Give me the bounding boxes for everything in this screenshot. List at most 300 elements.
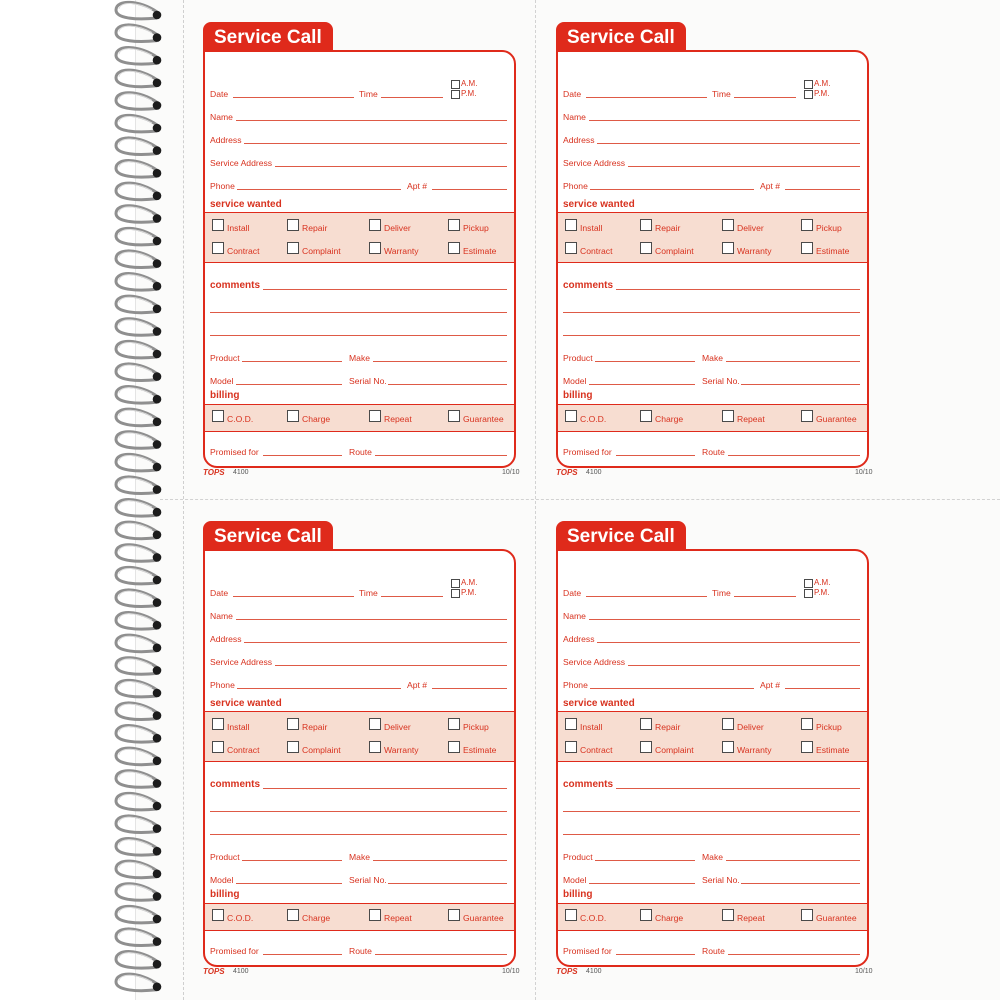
binding-hole [153, 824, 162, 833]
comments-line-1[interactable] [263, 788, 507, 789]
service-address-field[interactable] [628, 166, 860, 167]
binding-hole [153, 418, 162, 427]
pm-label: P.M. [814, 588, 830, 597]
address-label: Address [563, 135, 595, 145]
binding-hole [153, 485, 162, 494]
contract-checkbox[interactable] [212, 242, 224, 254]
serial-field[interactable] [388, 883, 507, 884]
route-label: Route [702, 946, 725, 956]
phone-field[interactable] [590, 189, 754, 190]
serial-field[interactable] [388, 384, 507, 385]
guarantee-checkbox[interactable] [801, 410, 813, 422]
form-body [556, 549, 869, 967]
form-bottom-left [203, 521, 538, 1001]
apt-field[interactable] [785, 688, 860, 689]
phone-field[interactable] [237, 189, 401, 190]
deliver-label: Deliver [384, 722, 411, 732]
make-label: Make [702, 353, 724, 363]
cod-label: C.O.D. [580, 414, 607, 424]
binding-hole [153, 56, 162, 65]
guarantee-label: Guarantee [463, 414, 504, 424]
route-field[interactable] [728, 954, 860, 955]
guarantee-label: Guarantee [463, 913, 504, 923]
name-field[interactable] [236, 619, 507, 620]
name-field[interactable] [236, 120, 507, 121]
warranty-checkbox[interactable] [722, 242, 734, 254]
warranty-label: Warranty [737, 745, 772, 755]
deliver-checkbox[interactable] [722, 219, 734, 231]
charge-label: Charge [302, 414, 331, 424]
repeat-checkbox[interactable] [722, 410, 734, 422]
binding-hole [153, 463, 162, 472]
install-checkbox[interactable] [565, 718, 577, 730]
pickup-checkbox[interactable] [801, 219, 813, 231]
address-field[interactable] [244, 143, 507, 144]
warranty-checkbox[interactable] [369, 242, 381, 254]
warranty-label: Warranty [384, 246, 419, 256]
cod-label: C.O.D. [227, 913, 254, 923]
install-label: Install [227, 223, 250, 233]
complaint-checkbox[interactable] [640, 741, 652, 753]
comments-label: comments [210, 779, 261, 790]
estimate-label: Estimate [816, 246, 850, 256]
address-label: Address [210, 135, 242, 145]
binding-hole [153, 508, 162, 517]
apt-field[interactable] [432, 688, 507, 689]
tops-logo: TOPS [556, 967, 578, 976]
name-field[interactable] [589, 619, 860, 620]
binding-hole [153, 350, 162, 359]
address-label: Address [563, 634, 595, 644]
repair-label: Repair [655, 223, 681, 233]
model-field[interactable] [236, 384, 342, 385]
promised-for-label: Promised for [210, 447, 259, 457]
guarantee-label: Guarantee [816, 913, 857, 923]
warranty-label: Warranty [737, 246, 772, 256]
pm-checkbox[interactable] [804, 589, 813, 598]
comments-line-2[interactable] [563, 312, 860, 313]
pm-label: P.M. [814, 89, 830, 98]
name-label: Name [210, 112, 233, 122]
am-checkbox[interactable] [451, 80, 460, 89]
deliver-checkbox[interactable] [369, 219, 381, 231]
binding-hole [153, 282, 162, 291]
service-wanted-label: service wanted [563, 698, 635, 709]
guarantee-checkbox[interactable] [448, 909, 460, 921]
comments-line-3[interactable] [563, 834, 860, 835]
binding-hole [153, 576, 162, 585]
form-revision: 10/10 [502, 469, 520, 476]
am-checkbox[interactable] [804, 80, 813, 89]
date-label: Date [563, 588, 582, 598]
service-address-label: Service Address [563, 657, 626, 667]
form-revision: 10/10 [855, 968, 873, 975]
pickup-label: Pickup [816, 722, 842, 732]
form-number: 4100 [586, 469, 602, 476]
binding-hole [153, 440, 162, 449]
repair-checkbox[interactable] [640, 219, 652, 231]
comments-line-2[interactable] [210, 811, 507, 812]
binding-hole [153, 802, 162, 811]
contract-label: Contract [580, 246, 613, 256]
product-label: Product [563, 353, 593, 363]
form-body [556, 50, 869, 468]
pickup-label: Pickup [463, 722, 489, 732]
repair-checkbox[interactable] [287, 219, 299, 231]
am-label: A.M. [461, 578, 478, 587]
binding-hole [153, 101, 162, 110]
apt-field[interactable] [432, 189, 507, 190]
am-checkbox[interactable] [804, 579, 813, 588]
route-field[interactable] [375, 455, 507, 456]
service-wanted-label: service wanted [563, 199, 635, 210]
binding-hole [153, 79, 162, 88]
form-bottom-right [556, 521, 891, 1001]
model-label: Model [210, 376, 234, 386]
form-top-right [556, 22, 891, 502]
pm-checkbox[interactable] [804, 90, 813, 99]
guarantee-label: Guarantee [816, 414, 857, 424]
name-field[interactable] [589, 120, 860, 121]
binding-hole [153, 237, 162, 246]
deliver-label: Deliver [737, 722, 764, 732]
address-label: Address [210, 634, 242, 644]
estimate-checkbox[interactable] [801, 242, 813, 254]
pickup-label: Pickup [816, 223, 842, 233]
binding-hole [153, 689, 162, 698]
repeat-label: Repeat [737, 414, 765, 424]
time-field[interactable] [381, 97, 443, 98]
route-label: Route [702, 447, 725, 457]
complaint-label: Complaint [655, 745, 694, 755]
binding-hole [153, 372, 162, 381]
form-revision: 10/10 [502, 968, 520, 975]
model-field[interactable] [236, 883, 342, 884]
contract-label: Contract [580, 745, 613, 755]
time-field[interactable] [734, 97, 796, 98]
estimate-checkbox[interactable] [448, 741, 460, 753]
binding-perforation [183, 0, 184, 1000]
name-label: Name [210, 611, 233, 621]
product-label: Product [210, 353, 240, 363]
binding-hole [153, 124, 162, 133]
service-address-label: Service Address [210, 158, 273, 168]
product-field[interactable] [595, 361, 695, 362]
cod-label: C.O.D. [227, 414, 254, 424]
binding-hole [153, 960, 162, 969]
charge-checkbox[interactable] [640, 410, 652, 422]
warranty-label: Warranty [384, 745, 419, 755]
date-label: Date [210, 89, 229, 99]
phone-label: Phone [210, 181, 235, 191]
apt-label: Apt # [407, 181, 428, 191]
guarantee-checkbox[interactable] [448, 410, 460, 422]
binding-hole [153, 598, 162, 607]
charge-label: Charge [302, 913, 331, 923]
make-label: Make [702, 852, 724, 862]
install-label: Install [227, 722, 250, 732]
binding-hole [153, 192, 162, 201]
complaint-label: Complaint [302, 745, 341, 755]
complaint-checkbox[interactable] [287, 242, 299, 254]
binding-hole [153, 779, 162, 788]
product-field[interactable] [242, 860, 342, 861]
comments-label: comments [210, 280, 261, 291]
binding-hole [153, 666, 162, 675]
am-label: A.M. [814, 578, 831, 587]
pickup-checkbox[interactable] [801, 718, 813, 730]
spiral-binding [100, 0, 170, 1000]
serial-label: Serial No. [349, 875, 387, 885]
tops-logo: TOPS [203, 468, 225, 477]
contract-checkbox[interactable] [212, 741, 224, 753]
time-label: Time [359, 588, 378, 598]
time-field[interactable] [734, 596, 796, 597]
binding-hole [153, 757, 162, 766]
charge-label: Charge [655, 913, 684, 923]
apt-label: Apt # [760, 181, 781, 191]
promised-for-label: Promised for [210, 946, 259, 956]
comments-line-1[interactable] [616, 289, 860, 290]
make-label: Make [349, 852, 371, 862]
estimate-checkbox[interactable] [448, 242, 460, 254]
comments-line-2[interactable] [563, 811, 860, 812]
comments-line-3[interactable] [210, 834, 507, 835]
cod-checkbox[interactable] [565, 410, 577, 422]
service-address-field[interactable] [275, 665, 507, 666]
address-field[interactable] [597, 642, 860, 643]
service-wanted-label: service wanted [210, 698, 282, 709]
make-field[interactable] [373, 361, 507, 362]
am-label: A.M. [461, 79, 478, 88]
estimate-label: Estimate [463, 745, 497, 755]
deliver-checkbox[interactable] [722, 718, 734, 730]
pm-label: P.M. [461, 89, 477, 98]
estimate-label: Estimate [463, 246, 497, 256]
guarantee-checkbox[interactable] [801, 909, 813, 921]
cod-checkbox[interactable] [565, 909, 577, 921]
route-field[interactable] [375, 954, 507, 955]
form-title: Service Call [203, 521, 333, 553]
phone-label: Phone [563, 680, 588, 690]
warranty-checkbox[interactable] [722, 741, 734, 753]
contract-label: Contract [227, 246, 260, 256]
phone-field[interactable] [590, 688, 754, 689]
comments-line-1[interactable] [263, 289, 507, 290]
am-checkbox[interactable] [451, 579, 460, 588]
binding-hole [153, 553, 162, 562]
install-label: Install [580, 223, 603, 233]
service-address-label: Service Address [210, 657, 273, 667]
pm-checkbox[interactable] [451, 90, 460, 99]
promised-for-label: Promised for [563, 447, 612, 457]
billing-label: billing [563, 889, 593, 900]
date-field[interactable] [233, 596, 354, 597]
repeat-label: Repeat [737, 913, 765, 923]
model-label: Model [210, 875, 234, 885]
repeat-label: Repeat [384, 414, 412, 424]
service-address-field[interactable] [628, 665, 860, 666]
binding-hole [153, 734, 162, 743]
charge-label: Charge [655, 414, 684, 424]
repair-label: Repair [302, 722, 328, 732]
binding-hole [153, 870, 162, 879]
address-field[interactable] [244, 642, 507, 643]
make-field[interactable] [726, 361, 860, 362]
binding-hole [153, 169, 162, 178]
comments-label: comments [563, 280, 614, 291]
binding-hole [153, 915, 162, 924]
repair-label: Repair [302, 223, 328, 233]
contract-label: Contract [227, 745, 260, 755]
charge-checkbox[interactable] [287, 410, 299, 422]
binding-hole [153, 621, 162, 630]
promised-for-field[interactable] [616, 954, 695, 955]
install-label: Install [580, 722, 603, 732]
time-label: Time [359, 89, 378, 99]
form-number: 4100 [586, 968, 602, 975]
repeat-checkbox[interactable] [722, 909, 734, 921]
repair-checkbox[interactable] [287, 718, 299, 730]
binding-hole [153, 33, 162, 42]
service-address-field[interactable] [275, 166, 507, 167]
deliver-label: Deliver [737, 223, 764, 233]
install-checkbox[interactable] [212, 219, 224, 231]
form-body [203, 50, 516, 468]
tops-logo: TOPS [203, 967, 225, 976]
form-number: 4100 [233, 968, 249, 975]
cod-checkbox[interactable] [212, 410, 224, 422]
product-field[interactable] [242, 361, 342, 362]
date-field[interactable] [586, 596, 707, 597]
repeat-checkbox[interactable] [369, 909, 381, 921]
form-revision: 10/10 [855, 469, 873, 476]
charge-checkbox[interactable] [287, 909, 299, 921]
cod-label: C.O.D. [580, 913, 607, 923]
binding-hole [153, 305, 162, 314]
contract-checkbox[interactable] [565, 741, 577, 753]
route-field[interactable] [728, 455, 860, 456]
tops-logo: TOPS [556, 468, 578, 477]
pickup-checkbox[interactable] [448, 219, 460, 231]
complaint-label: Complaint [302, 246, 341, 256]
phone-label: Phone [563, 181, 588, 191]
apt-label: Apt # [760, 680, 781, 690]
pm-checkbox[interactable] [451, 589, 460, 598]
promised-for-field[interactable] [616, 455, 695, 456]
repair-checkbox[interactable] [640, 718, 652, 730]
form-number: 4100 [233, 469, 249, 476]
pm-label: P.M. [461, 588, 477, 597]
form-top-left [203, 22, 538, 502]
comments-line-3[interactable] [563, 335, 860, 336]
comments-line-2[interactable] [210, 312, 507, 313]
binding-hole [153, 711, 162, 720]
install-checkbox[interactable] [212, 718, 224, 730]
time-label: Time [712, 89, 731, 99]
route-label: Route [349, 447, 372, 457]
complaint-checkbox[interactable] [287, 741, 299, 753]
phone-field[interactable] [237, 688, 401, 689]
deliver-label: Deliver [384, 223, 411, 233]
binding-hole [153, 146, 162, 155]
billing-label: billing [210, 390, 240, 401]
complaint-checkbox[interactable] [640, 242, 652, 254]
form-title: Service Call [556, 22, 686, 54]
deliver-checkbox[interactable] [369, 718, 381, 730]
model-field[interactable] [589, 883, 695, 884]
make-field[interactable] [373, 860, 507, 861]
promised-for-field[interactable] [263, 954, 342, 955]
product-label: Product [210, 852, 240, 862]
binding-hole [153, 531, 162, 540]
serial-label: Serial No. [702, 875, 740, 885]
form-title: Service Call [203, 22, 333, 54]
service-address-label: Service Address [563, 158, 626, 168]
route-label: Route [349, 946, 372, 956]
form-title: Service Call [556, 521, 686, 553]
model-label: Model [563, 875, 587, 885]
binding-hole [153, 11, 162, 20]
billing-label: billing [210, 889, 240, 900]
cod-checkbox[interactable] [212, 909, 224, 921]
warranty-checkbox[interactable] [369, 741, 381, 753]
pickup-label: Pickup [463, 223, 489, 233]
comments-line-1[interactable] [616, 788, 860, 789]
service-wanted-label: service wanted [210, 199, 282, 210]
install-checkbox[interactable] [565, 219, 577, 231]
name-label: Name [563, 611, 586, 621]
date-label: Date [210, 588, 229, 598]
comments-line-3[interactable] [210, 335, 507, 336]
address-field[interactable] [597, 143, 860, 144]
date-field[interactable] [586, 97, 707, 98]
binding-hole [153, 937, 162, 946]
repeat-checkbox[interactable] [369, 410, 381, 422]
estimate-checkbox[interactable] [801, 741, 813, 753]
charge-checkbox[interactable] [640, 909, 652, 921]
binding-hole [153, 983, 162, 992]
binding-hole [153, 892, 162, 901]
phone-label: Phone [210, 680, 235, 690]
make-field[interactable] [726, 860, 860, 861]
promised-for-field[interactable] [263, 455, 342, 456]
name-label: Name [563, 112, 586, 122]
serial-label: Serial No. [349, 376, 387, 386]
model-label: Model [563, 376, 587, 386]
repair-label: Repair [655, 722, 681, 732]
apt-label: Apt # [407, 680, 428, 690]
product-label: Product [563, 852, 593, 862]
billing-label: billing [563, 390, 593, 401]
binding-hole [153, 847, 162, 856]
date-field[interactable] [233, 97, 354, 98]
time-field[interactable] [381, 596, 443, 597]
serial-field[interactable] [741, 883, 860, 884]
apt-field[interactable] [785, 189, 860, 190]
spiral-coils [100, 0, 170, 1000]
serial-field[interactable] [741, 384, 860, 385]
pickup-checkbox[interactable] [448, 718, 460, 730]
form-body [203, 549, 516, 967]
model-field[interactable] [589, 384, 695, 385]
product-field[interactable] [595, 860, 695, 861]
contract-checkbox[interactable] [565, 242, 577, 254]
binding-hole [153, 327, 162, 336]
time-label: Time [712, 588, 731, 598]
complaint-label: Complaint [655, 246, 694, 256]
binding-hole [153, 395, 162, 404]
